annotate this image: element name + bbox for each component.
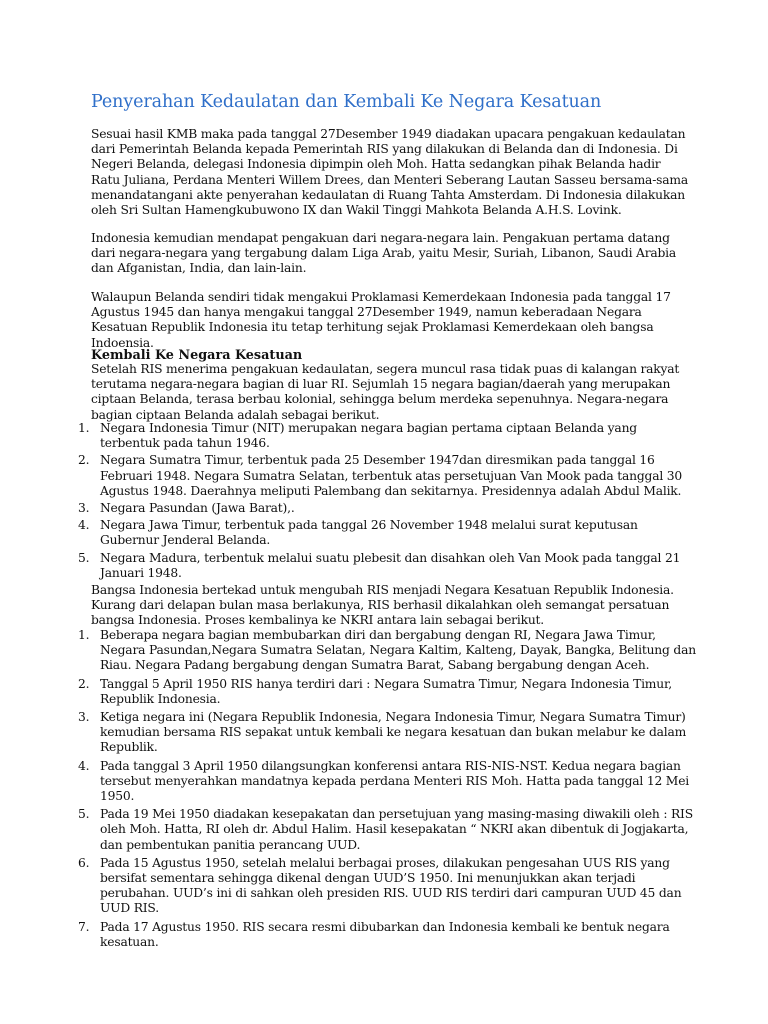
list-item-text: Pada 15 Agustus 1950, setelah melalui berbagai proses, dilakukan pengesahan UUS RIS yang bersifat sementara sehingga dikenal dengan UUD’S 1950. Ini menunjukkan akan terjadi perubahan. UUD’s ini di sahkan oleh presiden RIS. UUD RIS terdiri dari campuran UUD 45 dan UUD RIS. (100, 855, 682, 916)
list-item (78, 920, 698, 950)
list-number: 5. (78, 807, 90, 822)
list-item (78, 453, 698, 499)
list-number: 3. (78, 710, 90, 725)
list-number: 1. (78, 421, 90, 435)
list-proses-nkri (78, 628, 698, 953)
list-negara-bagian (78, 421, 698, 583)
paragraph: Sesuai hasil KMB maka pada tanggal 27Desember 1949 diadakan upacara pengakuan kedaulatan dari Pemerintah Belanda kepada Pemerintah RIS yang dilakukan di Belanda dan di Indonesia. Di Negeri Belanda, delegasi Indonesia dipimpin oleh Moh. Hatta sedangkan pihak Belanda hadir Ratu Juliana, Perdana Menteri Willem Drees, dan Menteri Seberang Lautan Sasseu bersama-sama menandatangani akte penyerahan kedaulatan di Ruang Tahta Amsterdam. Di Indonesia dilakukan oleh Sri Sultan Hamengkubuwono IX dan Wakil Tinggi Mahkota Belanda A.H.S. Lovink. (91, 127, 688, 218)
list-item (78, 628, 698, 674)
list-item-text: Negara Pasundan (Jawa Barat),. (100, 501, 295, 516)
list-item (78, 518, 698, 548)
list-number: 5. (78, 550, 90, 565)
list-item-text: Negara Sumatra Timur, terbentuk pada 25 Desember 1947dan diresmikan pada tanggal 16 Februari 1948. Negara Sumatra Selatan, terbentuk atas persetujuan Van Mook pada tanggal 30 Agustus 1948. Daerahnya meliputi Palembang dan sekitarnya. Presidennya adalah Abdul Malik. (100, 453, 683, 498)
list-number: 4. (78, 758, 90, 773)
section-intro: Setelah RIS menerima pengakuan kedaulatan, segera muncul rasa tidak puas di kalangan rakyat terutama negara-negara bagian di luar RI. Sejumlah 15 negara bagian/daerah yang merupakan ciptaan Belanda, terasa berbau kolonial, sehingga belum merdeka sepenuhnya. Negara-negara bagian ciptaan Belanda adalah sebagai berikut. (91, 362, 680, 422)
list-item-text: Negara Jawa Timur, terbentuk pada tanggal 26 November 1948 melalui surat keputusan Gubernur Jenderal Belanda. (100, 518, 638, 548)
list-item-text: Negara Madura, terbentuk melalui suatu plebesit dan disahkan oleh Van Mook pada tanggal 21 Januari 1948. (100, 550, 681, 580)
list-item-text: Ketiga negara ini (Negara Republik Indonesia, Negara Indonesia Timur, Negara Sumatra Timur) kemudian bersama RIS sepakat untuk kembali ke negara kesatuan dan bukan melabur ke dalam Republik. (100, 710, 687, 755)
list-number: 2. (78, 453, 90, 468)
list-number: 1. (78, 628, 90, 642)
list-item (78, 501, 698, 516)
list-number: 3. (78, 501, 90, 516)
list-item-text: Negara Indonesia Timur (NIT) merupakan negara bagian pertama ciptaan Belanda yang terbentuk pada tahun 1946. (100, 421, 637, 451)
list-item (78, 759, 698, 805)
list-item (78, 421, 698, 451)
list-item-text: Beberapa negara bagian membubarkan diri dan bergabung dengan RI, Negara Jawa Timur, Negara Pasundan,Negara Sumatra Selatan, Negara Kaltim, Kalteng, Dayak, Bangka, Belitung dan Riau. Negara Padang bergabung dengan Sumatra Barat, Sabang bergabung dengan Aceh. (100, 628, 696, 673)
list-number: 2. (78, 676, 90, 691)
list-number: 7. (78, 919, 90, 934)
list-item-text: Pada 19 Mei 1950 diadakan kesepakatan dan persetujuan yang masing-masing diwakili oleh : RIS oleh Moh. Hatta, RI oleh dr. Abdul Halim. Hasil kesepakatan “ NKRI akan dibentuk di Jogjakarta, dan pembentukan panitia perancang UUD. (100, 807, 693, 852)
list-item-text: Pada 17 Agustus 1950. RIS secara resmi dibubarkan dan Indonesia kembali ke bentuk negara kesatuan. (100, 919, 670, 949)
list-number: 4. (78, 518, 90, 533)
list-item (78, 551, 698, 581)
list-item-text: Pada tanggal 3 April 1950 dilangsungkan konferensi antara RIS-NIS-NST. Kedua negara bagian tersebut menyerahkan mandatnya kepada perdana Menteri RIS Moh. Hatta pada tanggal 12 Mei 1950. (100, 758, 690, 804)
list-item (78, 677, 698, 707)
list-item (78, 807, 698, 853)
list-item-text: Tanggal 5 April 1950 RIS hanya terdiri dari : Negara Sumatra Timur, Negara Indonesia Timur, Republik Indonesia. (100, 676, 673, 706)
list-item (78, 856, 698, 917)
paragraph: Indonesia kemudian mendapat pengakuan dari negara-negara lain. Pengakuan pertama datang dari negara-negara yang tergabung dalam Liga Arab, yaitu Mesir, Suriah, Libanon, Saudi Arabia dan Afganistan, India, dan lain-lain. (91, 231, 677, 276)
paragraph: Walaupun Belanda sendiri tidak mengakui Proklamasi Kemerdekaan Indonesia pada tanggal 17 Agustus 1945 dan hanya mengakui tanggal 27Desember 1949, namun keberadaan Negara Kesatuan Republik Indonesia itu tetap terhitung sejak Proklamasi Kemerdekaan oleh bangsa Indoensia. (91, 290, 671, 350)
section-heading: Kembali Ke Negara Kesatuan (91, 348, 303, 363)
list-item (78, 710, 698, 756)
document-title: Penyerahan Kedaulatan dan Kembali Ke Negara Kesatuan (91, 92, 602, 112)
paragraph: Bangsa Indonesia bertekad untuk mengubah RIS menjadi Negara Kesatuan Republik Indonesia. Kurang dari delapan bulan masa berlakunya, RIS berhasil dikalahkan oleh semangat persatuan bangsa Indonesia. Proses kembalinya ke NKRI antara lain sebagai berikut. (91, 583, 674, 628)
list-number: 6. (78, 855, 90, 870)
